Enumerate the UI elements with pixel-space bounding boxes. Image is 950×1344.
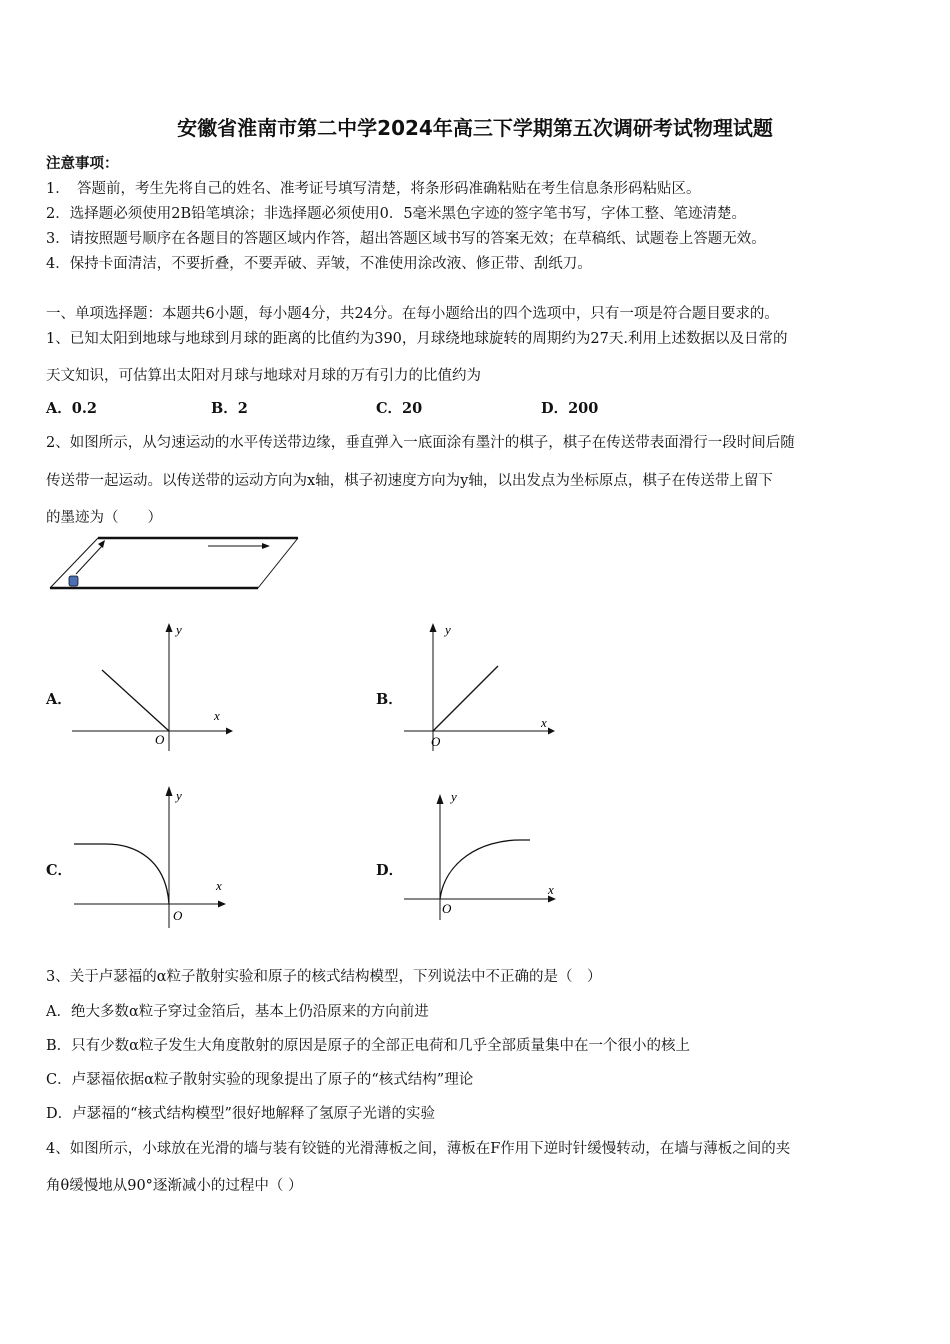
- q1-option-d: D．200: [541, 400, 599, 417]
- ink-trace: [102, 670, 169, 731]
- graph-c: [70, 782, 240, 932]
- q2-option-c-label: C．: [46, 862, 73, 879]
- chess-piece-icon: [69, 576, 78, 586]
- q3-option-d: D．卢瑟福的“核式结构模型”很好地解释了氢原子光谱的实验: [46, 1106, 435, 1122]
- y-axis-label: y: [176, 622, 182, 637]
- q1-option-b: B．2: [211, 400, 248, 417]
- ink-trace: [440, 840, 530, 899]
- notice-item: 4．保持卡面清洁，不要折叠，不要弄破、弄皱，不准使用涂改液、修正带、刮纸刀。: [46, 256, 592, 272]
- q1-option-c: C．20: [376, 400, 423, 417]
- section-heading: 一、单项选择题：本题共6小题，每小题4分，共24分。在每小题给出的四个选项中，只有一项是符合题目要求的。: [46, 306, 779, 322]
- q1-stem-line1: 1、已知太阳到地球与地球到月球的距离的比值约为390，月球绕地球旋转的周期约为27天.利用上述数据以及日常的: [46, 331, 788, 347]
- q1-option-a: A．0.2: [46, 400, 97, 417]
- page-title: 安徽省淮南市第二中学2024年高三下学期第五次调研考试物理试题: [177, 116, 773, 140]
- q3-option-a: A．绝大多数α粒子穿过金箔后，基本上仍沿原来的方向前进: [46, 1004, 429, 1020]
- origin-label: O: [442, 901, 452, 916]
- x-axis-label: x: [216, 878, 222, 893]
- q2-option-b-label: B．: [376, 691, 403, 708]
- notice-item: 2．选择题必须使用2B铅笔填涂；非选择题必须使用0．5毫米黑色字迹的签字笔书写，字体工整、笔迹清楚。: [46, 206, 747, 222]
- y-axis-label: y: [445, 622, 451, 637]
- origin-label: O: [173, 908, 183, 923]
- q3-option-c: C．卢瑟福依据α粒子散射实验的现象提出了原子的“核式结构”理论: [46, 1072, 474, 1088]
- q2-option-a-label: A．: [46, 691, 72, 708]
- notice-heading: 注意事项：: [46, 155, 119, 172]
- arrowhead-icon: [98, 540, 105, 548]
- ink-trace: [433, 666, 498, 731]
- y-axis-label: y: [176, 788, 182, 803]
- y-axis-label: y: [451, 789, 457, 804]
- graph-d: [400, 782, 570, 932]
- q3-option-b: B．只有少数α粒子发生大角度散射的原因是原子的全部正电荷和几乎全部质量集中在一个很小的核上: [46, 1038, 690, 1054]
- piece-velocity-arrow: [76, 546, 102, 574]
- origin-label: O: [431, 734, 441, 749]
- conveyor-belt-figure: [40, 528, 310, 598]
- x-axis-label: x: [548, 882, 554, 897]
- q4-stem-line2: 角θ缓慢地从90°逐渐减小的过程中（ ）: [46, 1178, 303, 1194]
- graph-a: [70, 620, 240, 755]
- q4-stem-line1: 4、如图所示，小球放在光滑的墙与装有铰链的光滑薄板之间，薄板在F作用下逆时针缓慢转动，在墙与薄板之间的夹: [46, 1141, 791, 1157]
- q1-stem-line2: 天文知识，可估算出太阳对月球与地球对月球的万有引力的比值约为: [46, 368, 481, 384]
- origin-label: O: [155, 732, 165, 747]
- arrowhead-icon: [262, 543, 270, 549]
- graph-b: [400, 620, 570, 755]
- q2-stem-line3: 的墨迹为（ ）: [46, 510, 162, 526]
- ink-trace: [74, 844, 169, 904]
- x-axis-label: x: [214, 708, 220, 723]
- notice-item: 1． 答题前，考生先将自己的姓名、准考证号填写清楚，将条形码准确粘贴在考生信息条形码粘贴区。: [46, 181, 701, 197]
- x-axis-label: x: [541, 715, 547, 730]
- q3-stem: 3、关于卢瑟福的α粒子散射实验和原子的核式结构模型，下列说法中不正确的是（ ）: [46, 969, 602, 985]
- q2-stem-line1: 2、如图所示，从匀速运动的水平传送带边缘，垂直弹入一底面涂有墨汁的棋子，棋子在传送带表面滑行一段时间后随: [46, 435, 795, 451]
- notice-item: 3．请按照题号顺序在各题目的答题区域内作答，超出答题区域书写的答案无效；在草稿纸、试题卷上答题无效。: [46, 231, 766, 247]
- q2-stem-line2: 传送带一起运动。以传送带的运动方向为x轴，棋子初速度方向为y轴，以出发点为坐标原点，棋子在传送带上留下: [46, 473, 773, 489]
- q2-option-d-label: D．: [376, 862, 404, 879]
